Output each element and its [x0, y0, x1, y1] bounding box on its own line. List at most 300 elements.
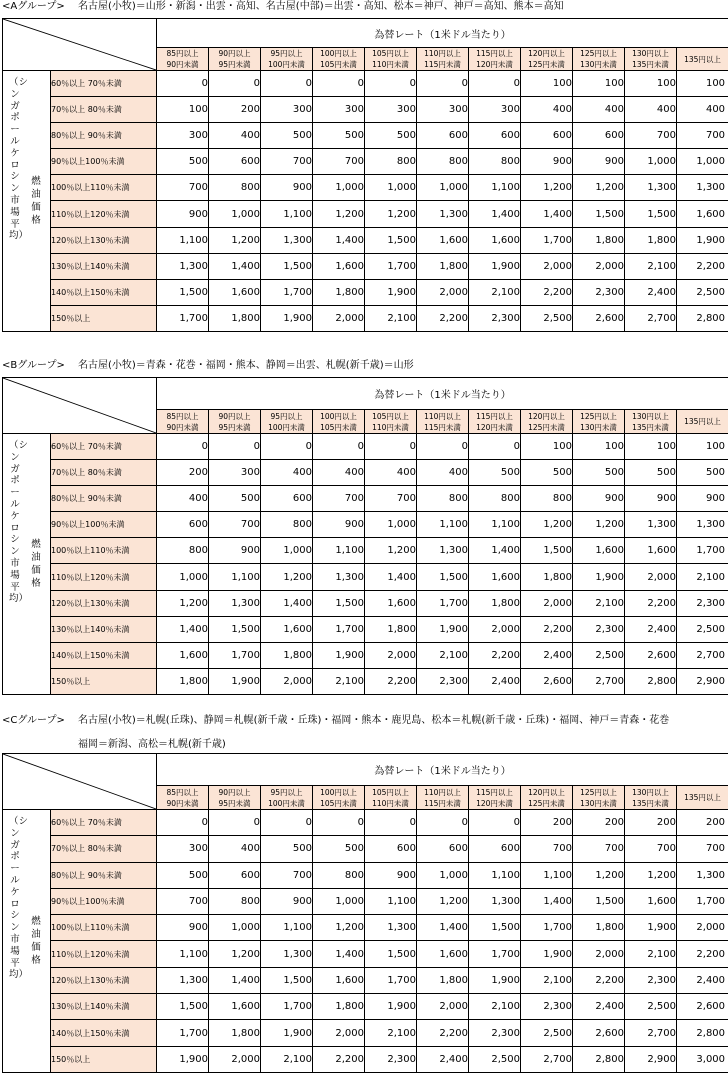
fuel-range-label: 60％以上 70％未満: [51, 809, 157, 835]
surcharge-value: 500: [521, 460, 573, 486]
group-heading: [2, 0, 564, 14]
surcharge-value: 1,100: [157, 227, 209, 253]
rate-range-text: 105円未満: [320, 60, 357, 69]
surcharge-value: 1,300: [313, 564, 365, 590]
table-row: [3, 1046, 728, 1072]
surcharge-value: 2,100: [313, 668, 365, 694]
rate-range-text: 115円以上: [476, 411, 513, 421]
rate-range-text: 130円未満: [580, 422, 617, 432]
surcharge-value: 2,200: [625, 590, 677, 616]
surcharge-value: 700: [157, 888, 209, 914]
fuel-range-label: 70％以上 80％未満: [51, 97, 157, 123]
surcharge-value: 2,500: [521, 1020, 573, 1046]
surcharge-value: 300: [365, 97, 417, 123]
rate-range-header: [521, 410, 573, 434]
table-row: [3, 862, 728, 888]
fuel-price-side-label: [3, 809, 51, 1072]
surcharge-value: 1,300: [677, 862, 728, 888]
surcharge-value: 1,400: [469, 538, 521, 564]
rate-range-header: [261, 48, 313, 71]
rate-range-header: [209, 786, 261, 810]
rate-range-header: [157, 410, 209, 434]
exchange-rate-title: 為替レート（1米ドル当たり）: [157, 378, 728, 410]
surcharge-value: 2,600: [573, 305, 625, 331]
surcharge-value: 500: [469, 460, 521, 486]
surcharge-value: 800: [521, 486, 573, 512]
surcharge-value: 0: [209, 71, 261, 97]
rate-range-text: 115円以上: [476, 787, 513, 797]
table-row: [3, 642, 728, 668]
surcharge-value: 2,400: [521, 642, 573, 668]
surcharge-value: 0: [261, 809, 313, 835]
surcharge-value: 2,600: [677, 994, 728, 1020]
fuel-range-label: 110％以上120％未満: [51, 941, 157, 967]
surcharge-value: 2,700: [573, 668, 625, 694]
surcharge-value: 2,200: [573, 967, 625, 993]
fuel-range-label: 150％以上: [51, 668, 157, 694]
surcharge-value: 1,500: [209, 616, 261, 642]
surcharge-value: 900: [313, 512, 365, 538]
surcharge-value: 1,100: [469, 175, 521, 201]
surcharge-value: 900: [261, 888, 313, 914]
surcharge-value: 400: [625, 97, 677, 123]
table-row: [3, 175, 728, 201]
surcharge-value: 2,300: [625, 967, 677, 993]
surcharge-value: 2,000: [209, 1046, 261, 1072]
fuel-range-label: 110％以上120％未満: [51, 201, 157, 227]
surcharge-value: 400: [365, 460, 417, 486]
rate-range-header: [417, 48, 469, 71]
surcharge-value: 2,200: [469, 642, 521, 668]
surcharge-value: 1,500: [521, 538, 573, 564]
rate-range-text: 135円以上: [684, 417, 721, 427]
table-row: [3, 97, 728, 123]
surcharge-value: 800: [313, 862, 365, 888]
rate-range-text: 105円未満: [320, 422, 357, 432]
rate-range-text: 110円未満: [372, 60, 409, 69]
surcharge-value: 100: [573, 433, 625, 459]
surcharge-value: 1,000: [313, 888, 365, 914]
surcharge-value: 1,800: [365, 616, 417, 642]
table-row: [3, 512, 728, 538]
surcharge-value: 900: [157, 201, 209, 227]
table-row: [3, 564, 728, 590]
surcharge-value: 1,500: [625, 201, 677, 227]
surcharge-value: 2,100: [573, 590, 625, 616]
surcharge-value: 1,300: [157, 253, 209, 279]
rate-range-text: 90円以上: [218, 411, 251, 421]
table-row: [3, 123, 728, 149]
surcharge-value: 1,500: [573, 201, 625, 227]
surcharge-value: 1,400: [157, 616, 209, 642]
surcharge-value: 600: [209, 862, 261, 888]
fuel-price-label: 燃油価格: [31, 176, 41, 226]
surcharge-value: 0: [469, 809, 521, 835]
surcharge-value: 2,200: [417, 305, 469, 331]
rate-range-header: [625, 786, 677, 810]
surcharge-value: 1,700: [365, 967, 417, 993]
surcharge-value: 600: [521, 123, 573, 149]
surcharge-value: 0: [261, 71, 313, 97]
surcharge-value: 1,600: [625, 538, 677, 564]
surcharge-value: 1,700: [261, 279, 313, 305]
surcharge-value: 2,100: [521, 967, 573, 993]
header-row: [3, 19, 728, 48]
surcharge-value: 2,700: [677, 642, 728, 668]
fuel-range-label: 70％以上 80％未満: [51, 460, 157, 486]
surcharge-value: 2,100: [469, 279, 521, 305]
surcharge-value: 1,200: [573, 175, 625, 201]
surcharge-value: 1,000: [625, 149, 677, 175]
rate-range-header: [469, 48, 521, 71]
rate-range-text: 95円以上: [270, 49, 303, 58]
surcharge-value: 500: [313, 836, 365, 862]
rate-range-header: [365, 410, 417, 434]
kerosene-market-average-label: （シンガポールケロシン市場平均）: [9, 815, 29, 981]
surcharge-value: 1,900: [365, 994, 417, 1020]
rate-range-text: 100円以上: [320, 411, 357, 421]
surcharge-value: 1,500: [313, 590, 365, 616]
surcharge-value: 900: [521, 149, 573, 175]
surcharge-value: 1,900: [157, 1046, 209, 1072]
surcharge-value: 1,200: [365, 201, 417, 227]
fuel-range-label: 140％以上150％未満: [51, 642, 157, 668]
surcharge-value: 1,400: [209, 967, 261, 993]
surcharge-value: 300: [417, 97, 469, 123]
rate-range-text: 120円未満: [476, 798, 513, 808]
surcharge-value: 1,300: [417, 201, 469, 227]
surcharge-value: 0: [157, 71, 209, 97]
surcharge-value: 1,800: [313, 994, 365, 1020]
table-row: [3, 941, 728, 967]
exchange-rate-title: 為替レート（1米ドル当たり）: [157, 19, 728, 48]
surcharge-value: 2,100: [261, 1046, 313, 1072]
surcharge-value: 1,600: [677, 201, 728, 227]
corner-cell: [3, 19, 157, 71]
group-label: <Aグループ>: [2, 1, 65, 12]
rate-range-text: 85円以上: [166, 411, 199, 421]
fuel-range-label: 60％以上 70％未満: [51, 433, 157, 459]
surcharge-value: 1,600: [157, 642, 209, 668]
surcharge-value: 900: [573, 486, 625, 512]
corner-cell: [3, 754, 157, 810]
surcharge-value: 2,900: [677, 668, 728, 694]
surcharge-value: 0: [157, 809, 209, 835]
fuel-range-label: 130％以上140％未満: [51, 616, 157, 642]
surcharge-value: 1,800: [157, 668, 209, 694]
surcharge-value: 1,800: [521, 564, 573, 590]
surcharge-value: 700: [365, 486, 417, 512]
surcharge-value: 1,400: [521, 888, 573, 914]
surcharge-value: 2,600: [573, 1020, 625, 1046]
rate-range-text: 110円以上: [424, 49, 461, 58]
surcharge-value: 400: [417, 460, 469, 486]
rate-range-text: 115円未満: [424, 60, 461, 69]
surcharge-value: 1,300: [625, 512, 677, 538]
surcharge-value: 0: [417, 433, 469, 459]
surcharge-value: 0: [209, 809, 261, 835]
surcharge-value: 0: [365, 809, 417, 835]
rate-range-header: [677, 786, 728, 810]
surcharge-value: 100: [521, 71, 573, 97]
surcharge-value: 600: [469, 836, 521, 862]
surcharge-value: 1,500: [417, 564, 469, 590]
surcharge-value: 1,900: [209, 668, 261, 694]
fuel-range-label: 130％以上140％未満: [51, 994, 157, 1020]
surcharge-value: 1,500: [157, 279, 209, 305]
surcharge-value: 1,700: [261, 994, 313, 1020]
rate-range-text: 95円未満: [218, 422, 251, 432]
surcharge-value: 700: [157, 175, 209, 201]
surcharge-value: 800: [469, 149, 521, 175]
surcharge-value: 1,800: [417, 967, 469, 993]
surcharge-value: 100: [677, 433, 728, 459]
surcharge-value: 2,800: [625, 668, 677, 694]
rate-range-header: [365, 786, 417, 810]
rate-range-text: 125円以上: [580, 787, 617, 797]
surcharge-value: 1,800: [469, 590, 521, 616]
rate-range-header: [573, 786, 625, 810]
table-row: [3, 253, 728, 279]
surcharge-value: 500: [313, 123, 365, 149]
table-row: [3, 201, 728, 227]
surcharge-value: 0: [209, 433, 261, 459]
surcharge-value: 1,700: [677, 538, 728, 564]
surcharge-value: 1,400: [417, 915, 469, 941]
surcharge-value: 2,500: [573, 642, 625, 668]
surcharge-value: 2,000: [521, 253, 573, 279]
surcharge-value: 1,100: [417, 512, 469, 538]
surcharge-value: 1,800: [209, 305, 261, 331]
fuel-price-label: 燃油価格: [31, 915, 41, 966]
surcharge-value: 500: [573, 460, 625, 486]
surcharge-value: 2,000: [469, 616, 521, 642]
surcharge-value: 100: [677, 71, 728, 97]
surcharge-value: 400: [157, 486, 209, 512]
surcharge-value: 700: [261, 862, 313, 888]
surcharge-value: 1,400: [365, 564, 417, 590]
surcharge-value: 2,600: [521, 668, 573, 694]
surcharge-value: 800: [417, 486, 469, 512]
surcharge-value: 600: [157, 512, 209, 538]
surcharge-value: 1,100: [469, 512, 521, 538]
rate-range-header: [157, 786, 209, 810]
table-row: [3, 433, 728, 459]
rate-range-text: 90円未満: [166, 798, 199, 808]
surcharge-value: 700: [625, 836, 677, 862]
rate-range-text: 85円以上: [166, 49, 199, 58]
surcharge-value: 900: [677, 486, 728, 512]
surcharge-value: 1,200: [521, 175, 573, 201]
surcharge-value: 2,400: [573, 994, 625, 1020]
surcharge-value: 1,300: [157, 967, 209, 993]
surcharge-value: 1,900: [469, 967, 521, 993]
table-row: [3, 279, 728, 305]
rate-range-text: 125円未満: [528, 60, 565, 69]
surcharge-value: 2,900: [625, 1046, 677, 1072]
surcharge-value: 600: [261, 486, 313, 512]
surcharge-value: 300: [313, 97, 365, 123]
surcharge-value: 1,900: [521, 941, 573, 967]
rate-range-text: 130円以上: [632, 411, 669, 421]
table-row: [3, 616, 728, 642]
surcharge-value: 1,600: [469, 564, 521, 590]
surcharge-value: 400: [209, 836, 261, 862]
table-row: [3, 668, 728, 694]
surcharge-value: 1,400: [469, 201, 521, 227]
surcharge-value: 1,900: [313, 642, 365, 668]
surcharge-value: 1,800: [209, 1020, 261, 1046]
rate-range-text: 125円未満: [528, 422, 565, 432]
rate-range-text: 100円以上: [320, 787, 357, 797]
surcharge-value: 400: [261, 460, 313, 486]
surcharge-value: 1,100: [365, 888, 417, 914]
surcharge-value: 300: [469, 97, 521, 123]
surcharge-value: 600: [209, 149, 261, 175]
rate-range-text: 105円以上: [372, 49, 409, 58]
table-row: [3, 809, 728, 835]
surcharge-value: 1,900: [261, 305, 313, 331]
surcharge-value: 1,200: [417, 888, 469, 914]
surcharge-value: 2,800: [573, 1046, 625, 1072]
table-row: [3, 590, 728, 616]
table-row: [3, 538, 728, 564]
surcharge-value: 1,000: [417, 175, 469, 201]
surcharge-value: 0: [313, 433, 365, 459]
surcharge-value: 2,600: [625, 642, 677, 668]
side-label-wrap: [3, 434, 50, 694]
group-routes: 名古屋(小牧)＝札幌(丘珠)、静岡＝札幌(新千歳・丘珠)・福岡・熊本・鹿児島、松本＝札幌(新千歳・丘珠)・福岡、神戸＝青森・花巻: [78, 715, 670, 726]
surcharge-value: 600: [417, 836, 469, 862]
surcharge-value: 1,400: [261, 590, 313, 616]
surcharge-value: 1,700: [157, 1020, 209, 1046]
surcharge-value: 0: [469, 433, 521, 459]
surcharge-value: 400: [209, 123, 261, 149]
surcharge-value: 1,700: [313, 616, 365, 642]
surcharge-value: 2,800: [677, 305, 728, 331]
surcharge-value: 1,600: [573, 538, 625, 564]
surcharge-value: 2,700: [625, 1020, 677, 1046]
surcharge-value: 1,900: [365, 279, 417, 305]
rate-range-text: 125円以上: [580, 49, 617, 58]
surcharge-value: 800: [417, 149, 469, 175]
surcharge-value: 1,100: [521, 862, 573, 888]
surcharge-value: 2,300: [365, 1046, 417, 1072]
surcharge-value: 2,500: [677, 279, 728, 305]
surcharge-value: 1,700: [469, 941, 521, 967]
surcharge-value: 1,200: [573, 862, 625, 888]
surcharge-value: 300: [261, 97, 313, 123]
rate-range-header: [417, 786, 469, 810]
header-row: [3, 378, 728, 410]
surcharge-value: 2,000: [417, 279, 469, 305]
surcharge-value: 100: [625, 433, 677, 459]
rate-range-header: [313, 48, 365, 71]
surcharge-value: 1,300: [469, 888, 521, 914]
surcharge-value: 900: [261, 175, 313, 201]
rate-range-text: 95円未満: [218, 60, 251, 69]
side-label-wrap: [3, 71, 50, 331]
group-routes: 名古屋(小牧)＝青森・花巻・福岡・熊本、静岡＝出雲、札幌(新千歳)＝山形: [78, 360, 414, 371]
surcharge-value: 1,100: [261, 201, 313, 227]
rate-range-text: 130円未満: [580, 60, 617, 69]
surcharge-value: 1,100: [469, 862, 521, 888]
surcharge-value: 1,300: [677, 512, 728, 538]
fuel-surcharge-table: [2, 377, 728, 695]
surcharge-value: 600: [573, 123, 625, 149]
surcharge-value: 600: [469, 123, 521, 149]
fuel-price-side-label: [3, 433, 51, 694]
surcharge-value: 2,100: [417, 642, 469, 668]
surcharge-value: 2,400: [625, 279, 677, 305]
header-row: [3, 754, 728, 786]
surcharge-value: 700: [677, 123, 728, 149]
surcharge-value: 900: [209, 538, 261, 564]
surcharge-value: 1,600: [313, 253, 365, 279]
surcharge-value: 2,200: [521, 616, 573, 642]
rate-range-text: 120円未満: [476, 60, 513, 69]
rate-range-header: [157, 48, 209, 71]
surcharge-value: 2,000: [573, 941, 625, 967]
fuel-range-label: 100％以上110％未満: [51, 915, 157, 941]
rate-range-text: 130円未満: [580, 798, 617, 808]
surcharge-value: 2,200: [365, 668, 417, 694]
rate-range-text: 135円未満: [632, 422, 669, 432]
surcharge-value: 1,200: [313, 201, 365, 227]
surcharge-value: 1,300: [209, 590, 261, 616]
surcharge-value: 1,300: [261, 227, 313, 253]
surcharge-value: 2,300: [469, 1020, 521, 1046]
surcharge-value: 700: [573, 836, 625, 862]
fuel-range-label: 70％以上 80％未満: [51, 836, 157, 862]
surcharge-value: 2,200: [677, 941, 728, 967]
surcharge-value: 1,100: [261, 915, 313, 941]
rate-range-text: 130円以上: [632, 787, 669, 797]
surcharge-value: 700: [209, 512, 261, 538]
surcharge-value: 500: [209, 486, 261, 512]
surcharge-value: 0: [365, 433, 417, 459]
surcharge-value: 2,400: [469, 668, 521, 694]
table-row: [3, 305, 728, 331]
surcharge-value: 100: [521, 433, 573, 459]
surcharge-value: 2,500: [469, 1046, 521, 1072]
surcharge-value: 1,200: [625, 862, 677, 888]
surcharge-value: 1,400: [313, 941, 365, 967]
surcharge-value: 1,000: [677, 149, 728, 175]
surcharge-value: 1,300: [677, 175, 728, 201]
surcharge-value: 2,300: [469, 305, 521, 331]
rate-range-text: 90円以上: [218, 49, 251, 58]
surcharge-value: 2,100: [625, 941, 677, 967]
surcharge-value: 2,100: [677, 564, 728, 590]
surcharge-value: 1,600: [209, 994, 261, 1020]
surcharge-value: 100: [573, 71, 625, 97]
fuel-range-label: 150％以上: [51, 305, 157, 331]
surcharge-value: 400: [521, 97, 573, 123]
table-row: [3, 994, 728, 1020]
surcharge-value: 1,700: [521, 915, 573, 941]
surcharge-value: 1,800: [313, 279, 365, 305]
table-row: [3, 460, 728, 486]
surcharge-value: 1,500: [261, 967, 313, 993]
surcharge-value: 1,100: [209, 564, 261, 590]
surcharge-value: 800: [157, 538, 209, 564]
surcharge-value: 2,500: [625, 994, 677, 1020]
rate-range-header: [625, 410, 677, 434]
rate-range-text: 135円以上: [684, 793, 721, 803]
rate-range-text: 120円以上: [528, 787, 565, 797]
surcharge-value: 0: [417, 71, 469, 97]
